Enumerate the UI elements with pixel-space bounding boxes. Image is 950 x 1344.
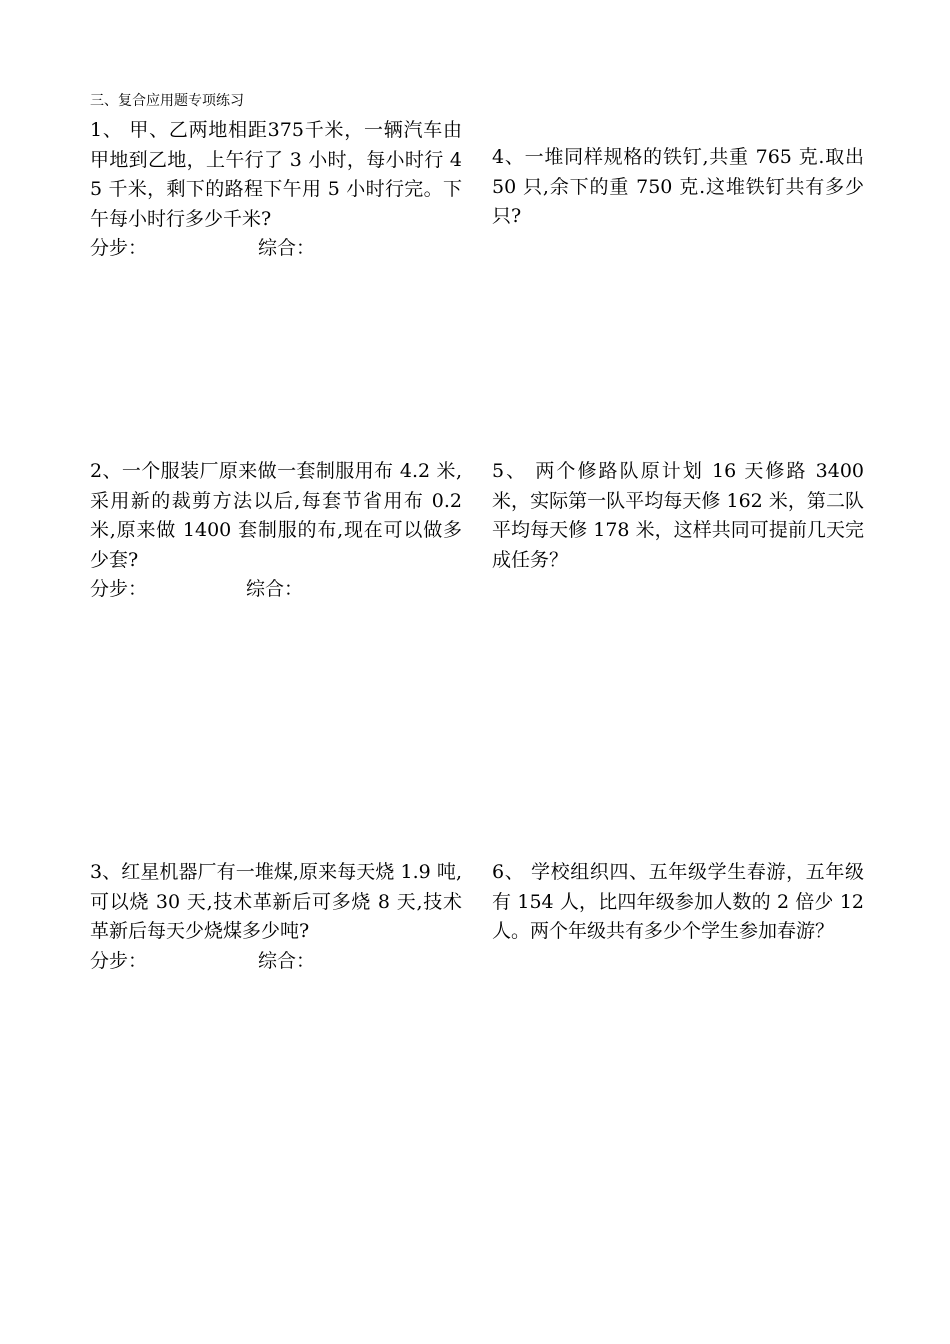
combined-label: 综合：: [258, 949, 316, 972]
problem-5: [492, 457, 864, 575]
problem-2: [90, 457, 462, 605]
problem-3-text: 3、红星机器厂有一堆煤,原来每天烧 1.9 吨,可以烧 30 天,技术革新后可多烧 8 天,技术革新后每天少烧煤多少吨?: [90, 861, 462, 942]
problem-3: [90, 858, 462, 976]
step-label: 分步：: [90, 949, 148, 972]
problem-2-answer-labels: [90, 575, 462, 605]
step-label: 分步：: [90, 578, 148, 600]
step-label: 分步：: [90, 237, 148, 259]
combined-label: 综合：: [258, 237, 316, 259]
problem-6-text: 6、 学校组织四、五年级学生春游，五年级有 154 人，比四年级参加人数的 2 倍少 12 人。两个年级共有多少个学生参加春游？: [492, 861, 864, 942]
problem-2-text: 2、一个服装厂原来做一套制服用布 4.2 米,采用新的裁剪方法以后,每套节省用布 0.2 米,原来做 1400 套制服的布,现在可以做多少套?: [90, 460, 462, 571]
problem-5-text: 5、 两个修路队原计划 16 天修路 3400 米，实际第一队平均每天修 162 米，第二队平均每天修 178 米，这样共同可提前几天完成任务？: [492, 460, 864, 571]
problem-3-answer-labels: [90, 947, 462, 977]
problem-4: [492, 143, 864, 232]
combined-label: 综合：: [246, 578, 304, 600]
problem-6: [492, 858, 864, 947]
problem-4-text: 4、一堆同样规格的铁钉,共重 765 克.取出 50 只,余下的重 750 克.这堆铁钉共有多少只?: [492, 146, 864, 227]
section-title: 三、复合应用题专项练习: [90, 93, 244, 109]
problem-1: [90, 116, 462, 264]
problem-1-text: 1、 甲、乙两地相距375千米，一辆汽车由甲地到乙地，上午行了 3 小时，每小时行 45 千米，剩下的路程下午用 5 小时行完。下午每小时行多少千米?: [90, 119, 462, 230]
problem-1-answer-labels: [90, 234, 462, 264]
